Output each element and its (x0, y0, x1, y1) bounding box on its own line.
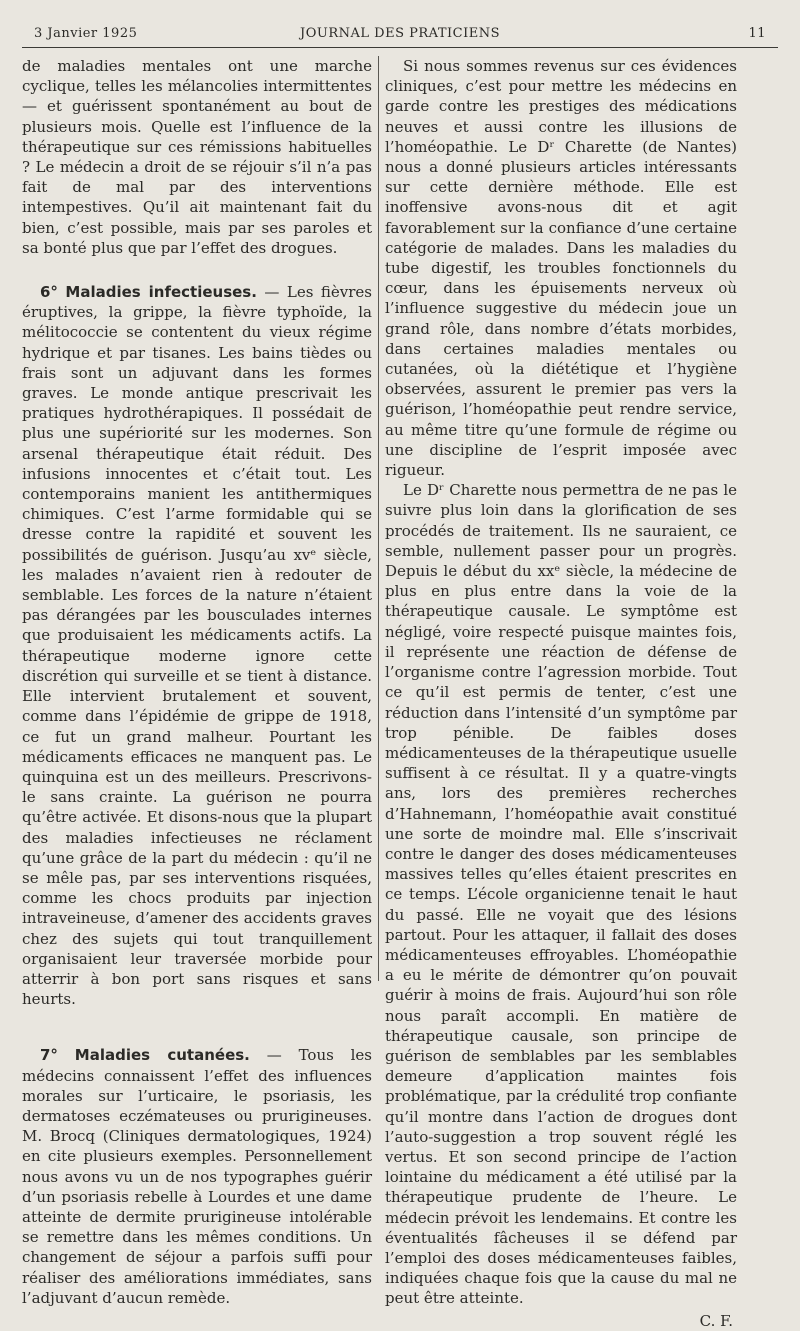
running-header (22, 26, 778, 48)
column-divider (378, 56, 379, 981)
journal-title: JOURNAL DES PRATICIENS (300, 26, 500, 41)
right-column (385, 56, 737, 1331)
section-6-title: Maladies infectieuses. (65, 283, 257, 302)
left-column (22, 56, 372, 1308)
section-7-number: 7° (40, 1046, 58, 1065)
header-rule (22, 47, 778, 48)
section-7-title: Maladies cutanées. (74, 1046, 250, 1065)
right-paragraph-1: Si nous sommes revenus sur ces évidences cliniques, c’est pour mettre les médecins en garde contre les prestiges des médications neuves et aussi contre les illusions de l’homéopathie. Le Dʳ Charette (de Nantes) nous a donné plusieurs articles intéressants sur cette dernière méthode. Elle est inoffensive avons-nous dit et agit favorablement sur la confiance d’une certaine catégorie de malades. Dans les maladies du tube digestif, les troubles fonctionnels du cœur, dans les épuisements nerveux où l’influence suggestive du médecin joue un grand rôle, dans nombre d’états morbides, dans certaines maladies mentales ou cutanées, où la diététique et l’hygiène observées, assurent le premier pas vers la guérison, l’homéopathie peut rendre service, au même titre qu’une formule de régime ou une discipline de l’esprit imposée avec rigueur. (385, 57, 737, 480)
section-6-body: — Les fièvres éruptives, la grippe, la fièvre typhoïde, la mélitococcie se contentent du vieux régime hydrique et par tisanes. Les bains tièdes ou frais sont un adjuvant dans les formes graves. Le monde antique prescrivait les pratiques hydrothérapiques. Il possédait de plus une supériorité sur les modernes. Son arsenal thérapeutique était réduit. Des infusions innocentes et c’était tout. Les contemporains manient les antithermiques chimiques. C’est l’arme formidable qui se dresse contre la rapidité et souvent les possibilités de guérison. Jusqu’au xvᵉ siècle, les malades n’avaient rien à redouter de semblable. Les forces de la nature n’étaient pas dérangées par les bousculades internes que produisaient les médicaments actifs. La thérapeutique moderne ignore cette discrétion qui surveille et se tient à distance. Elle intervient brutalement et souvent, comme dans l’épidémie de grippe de 1918, ce fut un grand malheur. Pourtant les médicaments efficaces ne manquent pas. Le quinquina est un des meilleurs. Prescrivons-le sans crainte. La guérison ne pourra qu’être activée. Et disons-nous que la plupart des maladies infectieuses ne réclament qu’une grâce de la part du médecin : qu’il ne se mêle pas, par ses interventions risquées, comme les chocs produits par injection intraveineuse, d’amener des accidents graves chez des sujets qui tout tranquillement organisaient leur traversée morbide pour atterrir à bon port sans risques et sans heurts. (22, 283, 372, 1009)
author-signature: C. F. (699, 1311, 733, 1330)
right-paragraph-2: Le Dʳ Charette nous permettra de ne pas le suivre plus loin dans la glorification de ses procédés de traitement. Ils ne sauraient, ce semble, nullement passer pour un progrès. Depuis le début du xxᵉ siècle, la médecine de plus en plus entre dans la voie de la thérapeutique causale. Le symptôme est négligé, voire respecté puisque maintes fois, il représente une réaction de défense de l’organisme contre l’agression morbide. Tout ce qu’il est permis de tenter, c’est une réduction dans l’intensité d’un symptôme par trop pénible. De faibles doses médicamenteuses de la thérapeutique usuelle suffisent à ce résultat. Il y a quatre-vingts ans, lors des premières recherches d’Hahnemann, l’homéopathie avait constitué une sorte de moindre mal. Elle s’inscrivait contre le danger des doses médicamenteuses massives telles qu’elles étaient prescrites en ce temps. L’école organicienne tenait le haut du passé. Elle ne voyait que des lésions partout. Pour les attaquer, il fallait des doses médicamenteuses effroyables. L’homéopathie a eu le mérite de démontrer qu’on pouvait guérir à moins de frais. Aujourd’hui son rôle nous paraît accompli. En matière de thérapeutique causale, son principe de guérison de semblables par les semblables demeure d’application maintes fois problématique, par la crédulité trop confiante qu’il montre dans l’action de drogues dont l’auto-suggestion a trop souvent réglé les vertus. Et son second principe de l’action lointaine du médicament a été utilisé par la thérapeutique prudente de l’heure. Le médecin prévoit les lendemains. Et contre les éventualités fâcheuses il se défend par l’emploi des doses médicamenteuses faibles, indiquées chaque fois que la cause du mal ne peut être atteinte. (385, 481, 737, 1308)
left-paragraph-1: de maladies mentales ont une marche cyclique, telles les mélancolies intermittentes — et guérissent spontanément au bout de plusieurs mois. Quelle est l’influence de la thérapeutique sur ces rémissions habituelles ? Le médecin a droit de se réjouir s’il n’a pas fait de mal par des interventions intempestives. Qu’il ait maintenant fait du bien, c’est possible, mais par ses paroles et sa bonté plus que par l’effet des drogues. (22, 57, 372, 257)
section-6-number: 6° (40, 283, 58, 302)
header-date: 3 Janvier 1925 (34, 26, 138, 41)
page-number: 11 (748, 26, 766, 41)
section-6 (22, 282, 372, 1009)
section-7 (22, 1045, 372, 1308)
section-7-body: — Tous les médecins connaissent l’effet des influences morales sur l’urticaire, le psoriasis, les dermatoses eczémateuses ou prurigineuses. M. Brocq (Cliniques dermatologiques, 1924) en cite plusieurs exemples. Personnellement nous avons vu un de nos typographes guérir d’un psoriasis rebelle à Lourdes et une dame atteinte de dermite prurigineuse intolérable se remettre dans les mêmes conditions. Un changement de séjour a parfois suffi pour réaliser des améliorations immédiates, sans l’adjuvant d’aucun remède. (22, 1046, 373, 1307)
